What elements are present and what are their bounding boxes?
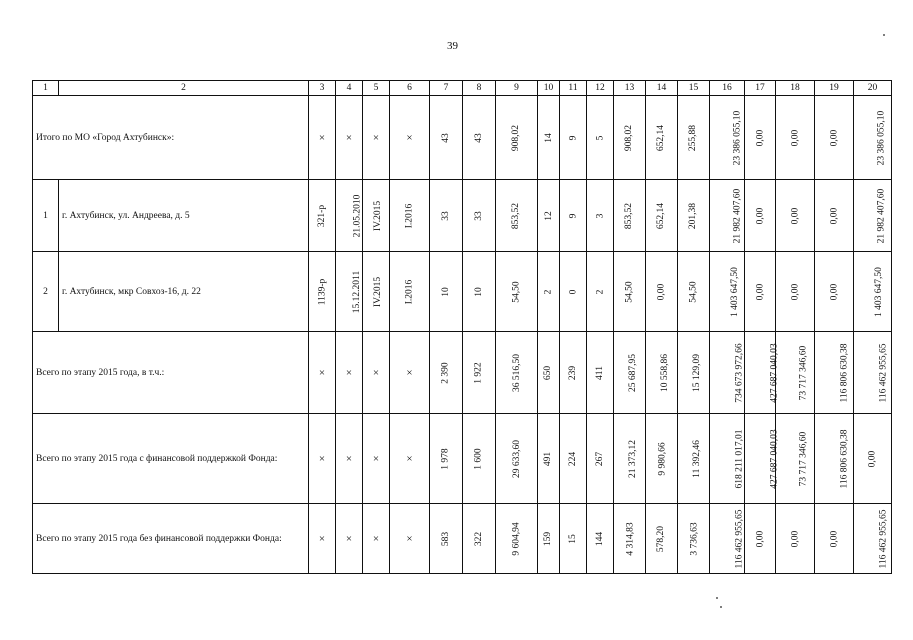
cell-value: 239: [568, 365, 578, 380]
cell-col-10: [538, 180, 560, 252]
column-number-15: 15: [678, 81, 710, 96]
cell-value: 1 403 647,50: [729, 266, 740, 317]
cell-value: 853,52: [624, 202, 635, 229]
cell-col-3: [309, 414, 336, 504]
cell-value: ×: [345, 452, 353, 465]
cell-value: 15.12.2011: [352, 270, 363, 313]
cell-col-13: [614, 252, 646, 332]
cell-col-6: [390, 332, 430, 414]
cell-col-19: [815, 414, 854, 504]
cell-value: 21 982 407,60: [732, 188, 743, 243]
cell-value: 0,00: [790, 129, 800, 146]
cell-col-8: [463, 180, 496, 252]
table-row: [33, 252, 892, 332]
cell-value: ×: [318, 532, 326, 545]
cell-col-12: [587, 414, 614, 504]
cell-value: ×: [406, 452, 413, 465]
cell-col-20: [854, 414, 892, 504]
cell-value: 73 717 346,60: [798, 431, 809, 486]
cell-value: 652,14: [656, 202, 667, 229]
cell-value: 0,00: [790, 283, 800, 300]
cell-col-11: [560, 180, 587, 252]
cell-value: 116 806 630,38: [839, 342, 850, 403]
cell-col-11: [560, 96, 587, 180]
cell-value: 578,20: [656, 525, 667, 552]
cell-value: 322: [474, 531, 484, 546]
cell-col-12: [587, 96, 614, 180]
cell-col-16: [710, 252, 745, 332]
cell-value: 224: [568, 451, 578, 466]
cell-col-20: [854, 504, 892, 574]
column-number-19: 19: [815, 81, 854, 96]
cell-col-10: [538, 332, 560, 414]
cell-col-17: [745, 414, 780, 504]
cell-value: 12: [543, 210, 554, 221]
cell-value: 54,50: [624, 280, 635, 303]
cell-col-10: [538, 414, 560, 504]
cell-col-9: [496, 96, 538, 180]
cell-value: ×: [372, 452, 380, 465]
cell-col-20: [854, 332, 892, 414]
cell-value: 116 806 630,38: [839, 428, 850, 489]
cell-col-19: [815, 180, 854, 252]
cell-value: 908,02: [511, 124, 522, 151]
cell-value: 650: [543, 365, 554, 380]
cell-col-14: [646, 180, 678, 252]
cell-value: 159: [543, 531, 554, 546]
cell-col-7: [430, 96, 463, 180]
cell-col-15: [678, 96, 710, 180]
cell-value: 10: [474, 286, 484, 297]
cell-col-18: [776, 252, 815, 332]
cell-col-8: [463, 414, 496, 504]
cell-col-15: [678, 504, 710, 574]
column-number-14: 14: [646, 81, 678, 96]
cell-value: 116 462 955,65: [878, 342, 889, 403]
cell-value: ×: [372, 366, 380, 379]
cell-value: 1 978: [441, 447, 451, 470]
cell-col-9: [496, 332, 538, 414]
cell-value: 583: [441, 531, 451, 546]
cell-col-4: [336, 96, 363, 180]
cell-col-17: [745, 180, 776, 252]
cell-col-3: [309, 252, 336, 332]
cell-value: 427 687 040,03: [769, 428, 780, 489]
cell-value: I.2016: [404, 203, 415, 228]
cell-col-16: [710, 180, 745, 252]
column-number-6: 6: [390, 81, 430, 96]
summary-row: [33, 414, 892, 504]
cell-value: 2 390: [441, 361, 451, 384]
cell-col-12: [587, 180, 614, 252]
cell-value: 144: [595, 531, 605, 546]
cell-col-5: [363, 414, 390, 504]
cell-value: 10 558,86: [660, 353, 670, 392]
cell-col-7: [430, 252, 463, 332]
cell-value: 0,00: [829, 129, 839, 146]
cell-col-10: [538, 252, 560, 332]
column-number-2: 2: [59, 81, 309, 96]
cell-col-12: [587, 252, 614, 332]
cell-value: 0,00: [755, 207, 765, 224]
cell-col-8: [463, 504, 496, 574]
cell-value: 411: [595, 365, 605, 380]
cell-col-6: [390, 252, 430, 332]
cell-col-17: [745, 252, 776, 332]
cell-col-3: [309, 96, 336, 180]
cell-col-6: [390, 180, 430, 252]
cell-value: 908,02: [624, 124, 635, 151]
cell-value: 33: [441, 210, 451, 221]
column-number-11: 11: [560, 81, 587, 96]
row-label: Итого по МО «Город Ахтубинск»:: [33, 96, 309, 180]
cell-col-4: [336, 504, 363, 574]
cell-value: 43: [441, 132, 451, 143]
cell-value: 3: [595, 213, 605, 218]
cell-value: ×: [372, 131, 380, 144]
cell-value: ×: [406, 532, 413, 545]
cell-value: 23 386 055,10: [732, 110, 743, 165]
cell-col-20: [854, 180, 892, 252]
cell-col-18: [776, 414, 815, 504]
cell-col-8: [463, 96, 496, 180]
row-label: Всего по этапу 2015 года, в т.ч.:: [33, 332, 309, 414]
cell-col-9: [496, 414, 538, 504]
cell-value: 321-р: [316, 204, 327, 227]
summary-row: [33, 96, 892, 180]
cell-col-4: [336, 252, 363, 332]
cell-col-6: [390, 414, 430, 504]
cell-value: 11 392,46: [691, 439, 702, 478]
cell-value: 9: [568, 135, 578, 140]
cell-col-15: [678, 332, 710, 414]
cell-value: ×: [345, 532, 353, 545]
cell-col-5: [363, 252, 390, 332]
cell-value: 54,50: [511, 280, 522, 303]
cell-col-7: [430, 414, 463, 504]
cell-col-19: [815, 96, 854, 180]
cell-value: 54,50: [688, 280, 699, 303]
cell-col-7: [430, 504, 463, 574]
cell-value: I.2016: [404, 279, 415, 304]
cell-value: ×: [318, 452, 326, 465]
scan-speck: [716, 597, 718, 599]
cell-col-9: [496, 180, 538, 252]
column-number-1: 1: [33, 81, 59, 96]
cell-value: 33: [474, 210, 484, 221]
cell-value: 15 129,09: [692, 353, 702, 392]
cell-value: 0,00: [867, 450, 878, 467]
column-number-4: 4: [336, 81, 363, 96]
cell-value: 0,00: [829, 530, 839, 547]
scan-speck: [883, 34, 885, 36]
cell-col-14: [646, 414, 678, 504]
cell-col-19: [815, 332, 854, 414]
column-number-5: 5: [363, 81, 390, 96]
cell-col-16: [710, 504, 745, 574]
cell-value: 0,00: [656, 283, 667, 300]
cell-value: 21.05.2010: [352, 194, 363, 237]
cell-col-13: [614, 180, 646, 252]
column-number-row: [33, 81, 892, 96]
cell-col-14: [646, 504, 678, 574]
cell-value: 5: [595, 135, 605, 140]
cell-value: 1 600: [474, 447, 484, 470]
cell-value: 116 462 955,65: [734, 508, 745, 569]
row-number: 2: [33, 252, 59, 332]
row-label: Всего по этапу 2015 года без финансовой поддержки Фонда:: [33, 504, 309, 574]
cell-value: 255,88: [688, 124, 699, 151]
cell-value: 201,38: [688, 202, 699, 229]
cell-col-5: [363, 332, 390, 414]
column-number-20: 20: [854, 81, 892, 96]
cell-col-11: [560, 414, 587, 504]
cell-col-13: [614, 96, 646, 180]
cell-value: 116 462 955,65: [878, 508, 889, 569]
cell-col-6: [390, 96, 430, 180]
cell-value: 29 633,60: [511, 439, 522, 478]
cell-col-14: [646, 96, 678, 180]
cell-value: ×: [372, 532, 380, 545]
cell-col-5: [363, 180, 390, 252]
cell-value: ×: [318, 366, 326, 379]
cell-value: 2: [543, 289, 554, 294]
cell-col-10: [538, 504, 560, 574]
address-cell: г. Ахтубинск, ул. Андреева, д. 5: [59, 180, 309, 252]
cell-value: 23 386 055,10: [876, 110, 887, 165]
column-number-7: 7: [430, 81, 463, 96]
cell-col-18: [776, 332, 815, 414]
cell-value: 2: [595, 289, 605, 294]
cell-value: 15: [568, 533, 578, 544]
cell-value: 36 516,50: [511, 353, 522, 392]
cell-col-16: [710, 332, 745, 414]
table-row: [33, 180, 892, 252]
cell-value: 491: [543, 451, 554, 466]
cell-value: 4 314,83: [625, 521, 636, 556]
cell-col-5: [363, 504, 390, 574]
column-number-18: 18: [776, 81, 815, 96]
cell-value: ×: [345, 366, 353, 379]
summary-row: [33, 332, 892, 414]
column-number-3: 3: [309, 81, 336, 96]
page-number: 39: [447, 40, 458, 52]
cell-value: ×: [406, 131, 413, 144]
cell-value: IV.2015: [373, 200, 384, 231]
cell-col-18: [776, 180, 815, 252]
cell-value: 9: [568, 213, 578, 218]
cell-value: 0,00: [790, 207, 800, 224]
cell-value: 1 403 647,50: [873, 266, 884, 317]
cell-col-19: [815, 252, 854, 332]
housing-program-table: [32, 80, 892, 574]
cell-col-9: [496, 504, 538, 574]
column-number-12: 12: [587, 81, 614, 96]
cell-value: 267: [595, 451, 605, 466]
cell-col-17: [745, 504, 776, 574]
cell-value: 618 211 017,01: [734, 428, 745, 489]
cell-value: 427 687 040,03: [769, 342, 780, 403]
cell-value: 853,52: [511, 202, 522, 229]
cell-value: 0: [568, 289, 578, 294]
cell-value: 21 373,12: [628, 439, 638, 478]
cell-col-15: [678, 414, 710, 504]
cell-col-3: [309, 332, 336, 414]
cell-col-11: [560, 504, 587, 574]
cell-value: ×: [406, 366, 413, 379]
cell-col-11: [560, 332, 587, 414]
column-number-8: 8: [463, 81, 496, 96]
cell-value: IV.2015: [373, 276, 384, 307]
cell-value: 9 604,94: [511, 521, 522, 556]
cell-col-15: [678, 252, 710, 332]
cell-col-3: [309, 504, 336, 574]
cell-col-20: [854, 96, 892, 180]
cell-col-17: [745, 332, 780, 414]
cell-value: 1 922: [474, 361, 484, 384]
cell-value: 0,00: [755, 129, 765, 146]
cell-col-7: [430, 332, 463, 414]
cell-col-14: [646, 252, 678, 332]
cell-value: ×: [318, 131, 326, 144]
scan-speck: [720, 606, 722, 608]
cell-col-15: [678, 180, 710, 252]
cell-col-14: [646, 332, 678, 414]
cell-col-5: [363, 96, 390, 180]
cell-col-4: [336, 180, 363, 252]
cell-col-8: [463, 252, 496, 332]
cell-col-18: [776, 96, 815, 180]
cell-col-4: [336, 414, 363, 504]
cell-col-20: [854, 252, 892, 332]
cell-value: 0,00: [829, 283, 839, 300]
cell-value: ×: [345, 131, 353, 144]
cell-col-13: [614, 414, 646, 504]
cell-value: 0,00: [790, 530, 800, 547]
cell-value: 734 673 972,66: [734, 342, 745, 403]
cell-col-12: [587, 504, 614, 574]
cell-value: 0,00: [755, 530, 765, 547]
cell-value: 0,00: [829, 207, 839, 224]
cell-col-13: [614, 332, 646, 414]
cell-col-13: [614, 504, 646, 574]
cell-col-6: [390, 504, 430, 574]
column-number-16: 16: [710, 81, 745, 96]
cell-col-4: [336, 332, 363, 414]
cell-value: 25 687,95: [628, 353, 638, 392]
cell-value: 14: [543, 132, 554, 143]
cell-value: 0,00: [755, 283, 765, 300]
cell-col-11: [560, 252, 587, 332]
cell-col-9: [496, 252, 538, 332]
cell-value: 43: [474, 132, 484, 143]
cell-col-16: [710, 96, 745, 180]
cell-col-3: [309, 180, 336, 252]
column-number-13: 13: [614, 81, 646, 96]
cell-col-18: [776, 504, 815, 574]
column-number-9: 9: [496, 81, 538, 96]
cell-col-12: [587, 332, 614, 414]
cell-col-7: [430, 180, 463, 252]
cell-col-17: [745, 96, 776, 180]
cell-col-19: [815, 504, 854, 574]
address-cell: г. Ахтубинск, мкр Совхоз-16, д. 22: [59, 252, 309, 332]
summary-row: [33, 504, 892, 574]
cell-col-8: [463, 332, 496, 414]
cell-value: 652,14: [656, 124, 667, 151]
cell-value: 3 736,63: [689, 521, 700, 556]
cell-value: 9 980,66: [657, 441, 668, 476]
column-number-10: 10: [538, 81, 560, 96]
cell-value: 10: [441, 286, 451, 297]
row-label: Всего по этапу 2015 года с финансовой поддержкой Фонда:: [33, 414, 309, 504]
cell-col-10: [538, 96, 560, 180]
cell-col-16: [710, 414, 745, 504]
column-number-17: 17: [745, 81, 776, 96]
cell-value: 73 717 346,60: [798, 345, 809, 400]
cell-value: 1139-р: [317, 278, 328, 305]
cell-value: 21 982 407,60: [876, 188, 887, 243]
row-number: 1: [33, 180, 59, 252]
